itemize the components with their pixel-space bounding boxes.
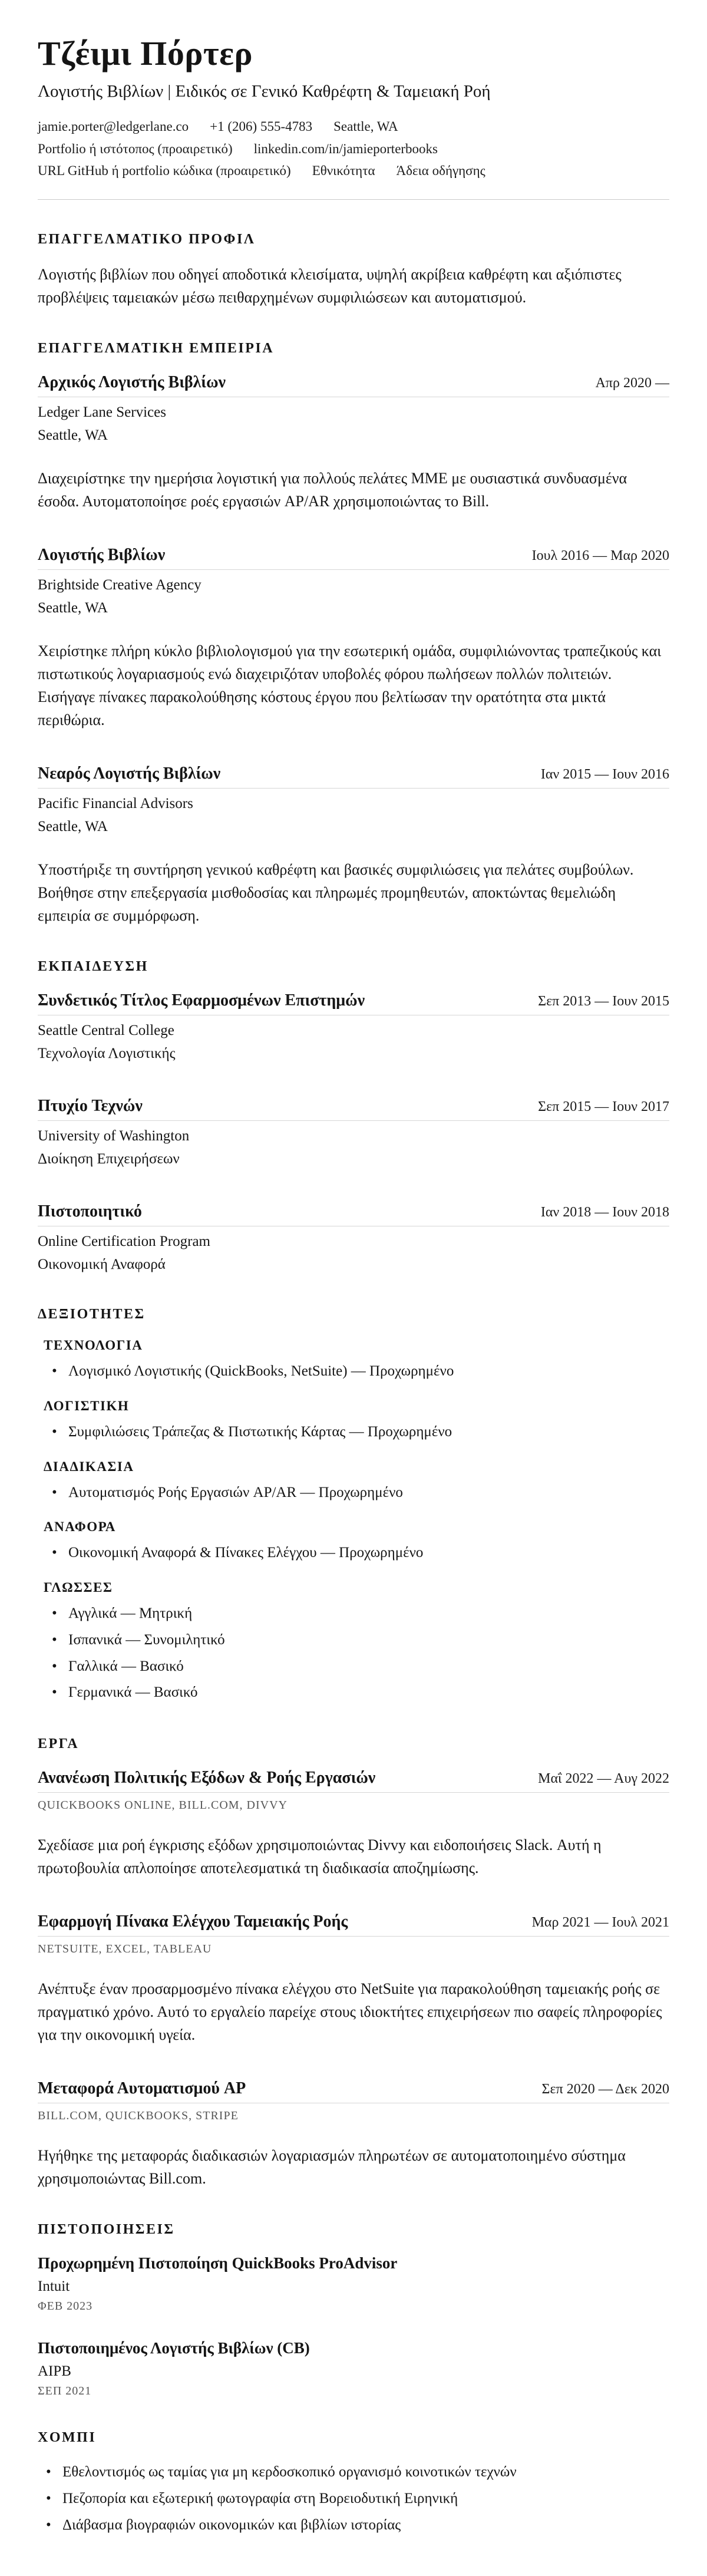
section-title-projects: ΕΡΓΑ xyxy=(38,1736,80,1752)
skill-list xyxy=(44,1421,669,1444)
certification-entry xyxy=(38,2338,669,2398)
project-name: Ανανέωση Πολιτικής Εξόδων & Ροής Εργασιών xyxy=(38,1769,376,1787)
project-date-range: Σεπ 2020 — Δεκ 2020 xyxy=(541,2082,669,2097)
skill-group-title: ΔΙΑΔΙΚΑΣΙΑ xyxy=(44,1459,134,1474)
section-title-experience: ΕΠΑΓΓΕΛΜΑΤΙΚΗ ΕΜΠΕΙΡΙΑ xyxy=(38,341,275,357)
job-description: Διαχειρίστηκε την ημερήσια λογιστική για πολλούς πελάτες ΜΜΕ με ουσιαστικά συνδυασμένα έσοδα. Αυτοματοποίησε ροές εργασιών AP/AR χρησιμοποιώντας το Bill. xyxy=(38,470,627,510)
certification-name: Προχωρημένη Πιστοποίηση QuickBooks ProAdvisor xyxy=(38,2254,398,2272)
contact-row-1 xyxy=(38,116,669,137)
project-tools: QUICKBOOKS ONLINE, BILL.COM, DIVVY xyxy=(38,1799,288,1812)
project-description: Ηγήθηκε της μεταφοράς διαδικασιών λογαριασμών πληρωτέων σε αυτοματοποιημένο σύστημα χρησιμοποιώντας Bill.com. xyxy=(38,2147,626,2188)
skill-group-title: ΤΕΧΝΟΛΟΓΙΑ xyxy=(44,1338,143,1353)
job-position: Νεαρός Λογιστής Βιβλίων xyxy=(38,764,221,783)
section-experience xyxy=(38,341,669,927)
skill-item: • Αυτοματισμός Ροής Εργασιών AP/AR — Προχωρημένο xyxy=(52,1482,669,1505)
skill-group-title: ΓΛΩΣΣΕΣ xyxy=(44,1580,113,1595)
contact-row-3 xyxy=(38,160,669,182)
project-entry-head xyxy=(38,1911,669,1937)
certification-entry xyxy=(38,2253,669,2313)
skill-group-reporting xyxy=(44,1519,669,1565)
field-of-study: Διοίκηση Επιχειρήσεων xyxy=(38,1151,180,1167)
project-entry xyxy=(38,1767,669,1879)
certification-date: ΦΕΒ 2023 xyxy=(38,2300,93,2313)
project-date-range: Μαρ 2021 — Ιουλ 2021 xyxy=(531,1915,669,1931)
language-item: • Γερμανικά — Βασικό xyxy=(52,1681,669,1704)
education-entry xyxy=(38,990,669,1064)
profile-text: Λογιστής βιβλίων που οδηγεί αποδοτικά κλεισίματα, υψηλή ακρίβεια καθρέφτη και αξιόπιστες προβλέψεις ταμειακών μέσω πειθαρχημένων συμφιλιώσεων και αυτοματισμού. xyxy=(38,266,622,306)
education-entry xyxy=(38,1201,669,1275)
section-certifications xyxy=(38,2222,669,2398)
experience-entry-head xyxy=(38,545,669,570)
contact-email: jamie.porter@ledgerlane.co xyxy=(38,119,189,134)
hobby-item: • Εθελοντισμός ως ταμίας για μη κερδοσκοπικό οργανισμό κοινοτικών τεχνών xyxy=(46,2461,669,2484)
section-profile xyxy=(38,232,669,309)
experience-entry xyxy=(38,545,669,731)
job-company: Pacific Financial Advisors xyxy=(38,796,193,812)
education-date-range: Σεπ 2013 — Ιουν 2015 xyxy=(538,994,669,1010)
education-entry-head xyxy=(38,990,669,1015)
language-item: • Ισπανικά — Συνομιλητικό xyxy=(52,1629,669,1652)
job-date-range: Ιαν 2015 — Ιουν 2016 xyxy=(540,767,669,783)
job-location: Seattle, WA xyxy=(38,600,108,616)
skill-item: • Οικονομική Αναφορά & Πίνακες Ελέγχου — Προχωρημένο xyxy=(52,1542,669,1565)
section-title-hobbies: ΧΟΜΠΙ xyxy=(38,2430,97,2446)
contact-linkedin: linkedin.com/in/jamieporterbooks xyxy=(253,141,438,156)
contact-phone: +1 (206) 555-4783 xyxy=(210,119,313,134)
section-hobbies xyxy=(38,2430,669,2537)
field-of-study: Οικονομική Αναφορά xyxy=(38,1256,166,1273)
contact-portfolio: Portfolio ή ιστότοπος (προαιρετικό) xyxy=(38,141,233,156)
project-entry-head xyxy=(38,1767,669,1793)
education-entry-head xyxy=(38,1201,669,1226)
job-company: Ledger Lane Services xyxy=(38,404,166,421)
skills-body xyxy=(38,1338,669,1704)
resume-header xyxy=(38,34,669,200)
project-name: Μεταφορά Αυτοματισμού AP xyxy=(38,2079,246,2098)
skill-item: • Συμφιλιώσεις Τράπεζας & Πιστωτικής Κάρτας — Προχωρημένο xyxy=(52,1421,669,1444)
skill-group-accounting xyxy=(44,1399,669,1444)
project-entry xyxy=(38,2078,669,2190)
skill-group-process xyxy=(44,1459,669,1505)
education-date-range: Ιαν 2018 — Ιουν 2018 xyxy=(540,1205,669,1221)
skill-group-title: ΛΟΓΙΣΤΙΚΗ xyxy=(44,1398,130,1413)
skill-list xyxy=(44,1360,669,1383)
project-name: Εφαρμογή Πίνακα Ελέγχου Ταμειακής Ροής xyxy=(38,1912,348,1931)
certification-name: Πιστοποιημένος Λογιστής Βιβλίων (CB) xyxy=(38,2339,310,2357)
contact-row-2 xyxy=(38,138,669,160)
project-entry-head xyxy=(38,2078,669,2103)
candidate-headline: Λογιστής Βιβλίων | Ειδικός σε Γενικό Καθρέφτη & Ταμειακή Ροή xyxy=(38,81,491,101)
project-tools: NETSUITE, EXCEL, TABLEAU xyxy=(38,1942,212,1956)
language-item: • Γαλλικά — Βασικό xyxy=(52,1655,669,1678)
job-description: Υποστήριξε τη συντήρηση γενικού καθρέφτη και βασικές συμφιλιώσεις για πελάτες συμβούλων. Βοήθησε στην επεξεργασία μισθοδοσίας και πληρωμές προμηθευτών, αποκτώντας θεμελιώδη εμπειρία σε συμμόρφωση. xyxy=(38,861,634,925)
job-location: Seattle, WA xyxy=(38,819,108,835)
skill-group-languages xyxy=(44,1580,669,1704)
experience-entry-head xyxy=(38,372,669,397)
language-list xyxy=(44,1602,669,1704)
field-of-study: Τεχνολογία Λογιστικής xyxy=(38,1045,176,1062)
skill-list xyxy=(44,1542,669,1565)
degree-name: Πιστοποιητικό xyxy=(38,1202,142,1221)
degree-name: Πτυχίο Τεχνών xyxy=(38,1097,143,1116)
section-title-education: ΕΚΠΑΙΔΕΥΣΗ xyxy=(38,959,148,975)
contact-github: URL GitHub ή portfolio κώδικα (προαιρετικό) xyxy=(38,163,291,178)
header-divider xyxy=(38,199,669,200)
skill-item: • Λογισμικό Λογιστικής (QuickBooks, NetSuite) — Προχωρημένο xyxy=(52,1360,669,1383)
experience-entry-head xyxy=(38,763,669,789)
school-name: University of Washington xyxy=(38,1128,190,1144)
job-company: Brightside Creative Agency xyxy=(38,577,201,593)
job-position: Λογιστής Βιβλίων xyxy=(38,546,166,565)
certification-issuer: AIPB xyxy=(38,2363,71,2380)
project-tools: BILL.COM, QUICKBOOKS, STRIPE xyxy=(38,2109,239,2123)
language-item: • Αγγλικά — Μητρική xyxy=(52,1602,669,1625)
contact-location: Seattle, WA xyxy=(333,119,398,134)
candidate-name: Τζέιμι Πόρτερ xyxy=(38,34,253,72)
job-date-range: Απρ 2020 — xyxy=(595,375,669,391)
education-date-range: Σεπ 2015 — Ιουν 2017 xyxy=(538,1099,669,1115)
hobby-item: • Πεζοπορία και εξωτερική φωτογραφία στη Βορειοδυτική Ειρηνική xyxy=(46,2488,669,2511)
section-title-certifications: ΠΙΣΤΟΠΟΙΗΣΕΙΣ xyxy=(38,2222,175,2238)
contact-nationality: Εθνικότητα xyxy=(312,163,375,178)
certification-date: ΣΕΠ 2021 xyxy=(38,2384,92,2398)
certification-issuer: Intuit xyxy=(38,2278,70,2295)
skill-list xyxy=(44,1482,669,1505)
experience-entry xyxy=(38,372,669,513)
contact-block xyxy=(38,116,669,182)
section-education xyxy=(38,959,669,1275)
experience-entry xyxy=(38,763,669,927)
hobby-item: • Διάβασμα βιογραφιών οικονομικών και βιβλίων ιστορίας xyxy=(46,2514,669,2537)
project-description: Ανέπτυξε έναν προσαρμοσμένο πίνακα ελέγχου στο NetSuite για παρακολούθηση ταμειακής ροής σε πραγματικό χρόνο. Αυτό το εργαλείο παρείχε στους ιδιοκτήτες επιχειρήσεων πιο σαφείς πληροφορίες για την οικονομική υγεία. xyxy=(38,1980,662,2044)
school-name: Online Certification Program xyxy=(38,1233,210,1250)
education-entry-head xyxy=(38,1096,669,1121)
section-projects xyxy=(38,1736,669,2190)
job-date-range: Ιουλ 2016 — Μαρ 2020 xyxy=(531,548,669,564)
skill-group-technology xyxy=(44,1338,669,1383)
section-title-profile: ΕΠΑΓΓΕΛΜΑΤΙΚΟ ΠΡΟΦΙΛ xyxy=(38,232,256,248)
section-skills xyxy=(38,1307,669,1704)
job-description: Χειρίστηκε πλήρη κύκλο βιβλιολογισμού για την εσωτερική ομάδα, συμφιλιώνοντας τραπεζικούς και πιστωτικούς λογαριασμούς ενώ διαχειριζόταν υποβολές φόρου πωλήσεων πολλών πολιτειών. Εισήγαγε πίνακες παρακολούθησης κόστους έργου που βελτίωσαν την ορατότητα στα μικτά περιθώρια. xyxy=(38,642,662,729)
section-title-skills: ΔΕΞΙΟΤΗΤΕΣ xyxy=(38,1307,146,1322)
skill-group-title: ΑΝΑΦΟΡΑ xyxy=(44,1519,116,1535)
education-entry xyxy=(38,1096,669,1169)
job-location: Seattle, WA xyxy=(38,427,108,444)
project-entry xyxy=(38,1911,669,2046)
school-name: Seattle Central College xyxy=(38,1023,174,1039)
hobby-list xyxy=(38,2461,669,2537)
job-position: Αρχικός Λογιστής Βιβλίων xyxy=(38,373,226,392)
contact-driving-license: Άδεια οδήγησης xyxy=(396,163,485,178)
project-date-range: Μαΐ 2022 — Αυγ 2022 xyxy=(538,1771,669,1787)
project-description: Σχεδίασε μια ροή έγκρισης εξόδων χρησιμοποιώντας Divvy και ειδοποιήσεις Slack. Αυτή η πρωτοβουλία απλοποίησε αποτελεσματικά τη διαδικασία αποζημίωσης. xyxy=(38,1836,602,1877)
degree-name: Συνδετικός Τίτλος Εφαρμοσμένων Επιστημών xyxy=(38,991,365,1010)
